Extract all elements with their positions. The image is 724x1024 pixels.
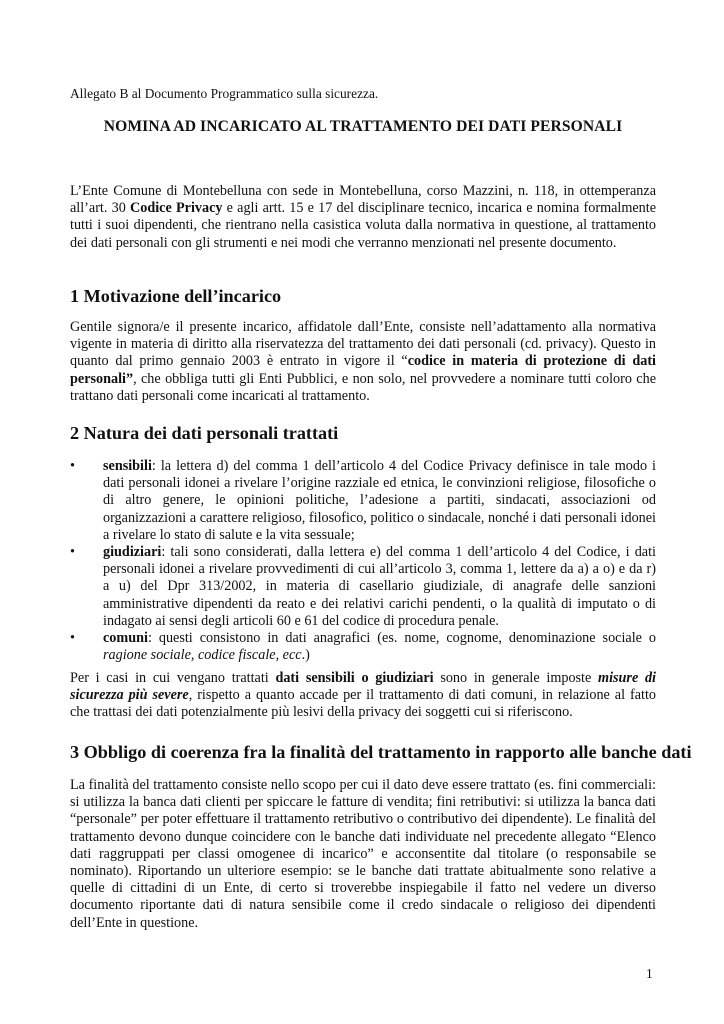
list-item-term: comuni	[103, 630, 148, 647]
intro-text-2: e agli artt. 15 e 17 del disciplinare tecnico, incarica e nomina formalmente tutti i suoi dipendenti, che rientrano nella casistica voluta dalla normativa in questione, al trattamento dei dati personali con gli strumenti e nei modi che verranno menzionati nel presente documento.	[70, 200, 657, 251]
attachment-note: Allegato B al Documento Programmatico sulla sicurezza.	[70, 86, 379, 101]
closing-text-3: , rispetto a quanto accade per il trattamento di dati comuni, in relazione al fatto che trattasi dei dati potenzialmente più lesivi della privacy dei soggetti cui si riferiscono.	[70, 687, 656, 721]
closing-text-2: sono in generale imposte	[433, 670, 599, 686]
section-1-bold-codice: codice in materia di protezione di dati personali”	[70, 353, 657, 387]
section-1-text-2: , che obbliga tutti gli Enti Pubblici, e non solo, nel provvedere a nominare tutti coloro che trattano dati personali come incaricati al trattamento.	[70, 370, 656, 404]
list-item-term: sensibili	[103, 458, 152, 474]
section-1-heading: 1 Motivazione dell’incarico	[70, 286, 282, 306]
document-title: NOMINA AD INCARICATO AL TRATTAMENTO DEI DATI PERSONALI	[103, 118, 623, 135]
section-1-paragraph	[70, 319, 656, 405]
intro-paragraph	[70, 183, 656, 252]
list-item-italic: ragione sociale, codice fiscale, ecc	[103, 647, 302, 664]
page-number: 1	[646, 966, 653, 981]
data-types-list	[70, 458, 656, 664]
closing-text-1: Per i casi in cui vengano trattati	[70, 670, 276, 686]
list-item-text: : la lettera d) del comma 1 dell’articolo 4 del Codice Privacy definisce in tale modo i dati personali idonei a rivelare l’origine razziale ed etnica, le convinzioni religiose, filosofiche o di altro genere, le opinioni politiche, l’adesione a partiti, sindacati, associazioni od organizzazioni a carattere religioso, filosofico, politico o sindacale, nonché i dati personali idonei a rivelare lo stato di salute e la vita sessuale;	[103, 458, 656, 543]
intro-text-1: L’Ente Comune di Montebelluna con sede in Montebelluna, corso Mazzini, n. 118, in ottemperanza all’art. 30	[70, 183, 656, 217]
section-2-heading: 2 Natura dei dati personali trattati	[70, 423, 339, 443]
list-item-term: giudiziari	[103, 544, 162, 561]
list-item	[70, 544, 656, 630]
bullet: •	[70, 544, 75, 561]
bullet: •	[70, 630, 75, 647]
section-2-closing-paragraph	[70, 670, 656, 722]
list-item-text: : questi consistono in dati anagrafici (es. nome, cognome, denominazione sociale o	[147, 630, 656, 647]
list-item-text: : tali sono considerati, dalla lettera e) del comma 1 dell’articolo 4 del Codice, i dati personali idonei a rivelare provvedimenti di cui all’articolo 3, comma 1, lettere da a) a o) e da r) a u) del Dpr 313/2002, in materia di casellario giudiziale, di anagrafe delle sanzioni amministrative dipendenti da reato e dei relativi carichi pendenti, o la qualità di imputato o di indagato ai sensi degli articoli 60 e 61 del codice di procedura penale.	[103, 544, 656, 629]
closing-bold: dati sensibili o giudiziari	[275, 670, 434, 686]
list-item	[70, 630, 656, 664]
section-1-text-1: Gentile signora/e il presente incarico, affidatole dall’Ente, consiste nell’adattamento alla normativa vigente in materia di diritto alla riservatezza del trattamento dei dati personali (cd. privacy). Questo in quanto dal primo gennaio 2003 è entrato in vigore il “	[70, 319, 656, 370]
list-item	[70, 458, 656, 544]
bullet: •	[70, 458, 75, 474]
intro-bold-codice-privacy: Codice Privacy	[130, 200, 223, 217]
section-3-paragraph: La finalità del trattamento consiste nello scopo per cui il dato deve essere trattato (es. fini commerciali: si utilizza la banca dati clienti per spiccare le fatture di vendita; fini retributivi: si utilizza la banca dati “personale” per poter effettuare il trattamento retributivo o contributivo dei dipendente). Le finalità del trattamento devono dunque coincidere con le banche dati individuate nel precedente allegato “Elenco dati raggruppati per classi omogenee di incarico” e acconsentite dal titolare (o responsabile se nominato). Riportando un ulteriore esempio: se le banche dati trattate abitualmente sono relative a quelle di cittadini di un Ente, di certo si troverebbe inspiegabile il fatto nel vedere un diverso documento riportante dati di natura sensibile come il credo sindacale o religioso dei dipendenti dell’Ente in questione.	[70, 777, 656, 931]
section-3-heading: 3 Obbligo di coerenza fra la finalità del trattamento in rapporto alle banche dati	[70, 742, 692, 762]
closing-bold-italic: misure di sicurezza più severe	[70, 670, 656, 704]
list-item-tail: .)	[301, 647, 310, 664]
